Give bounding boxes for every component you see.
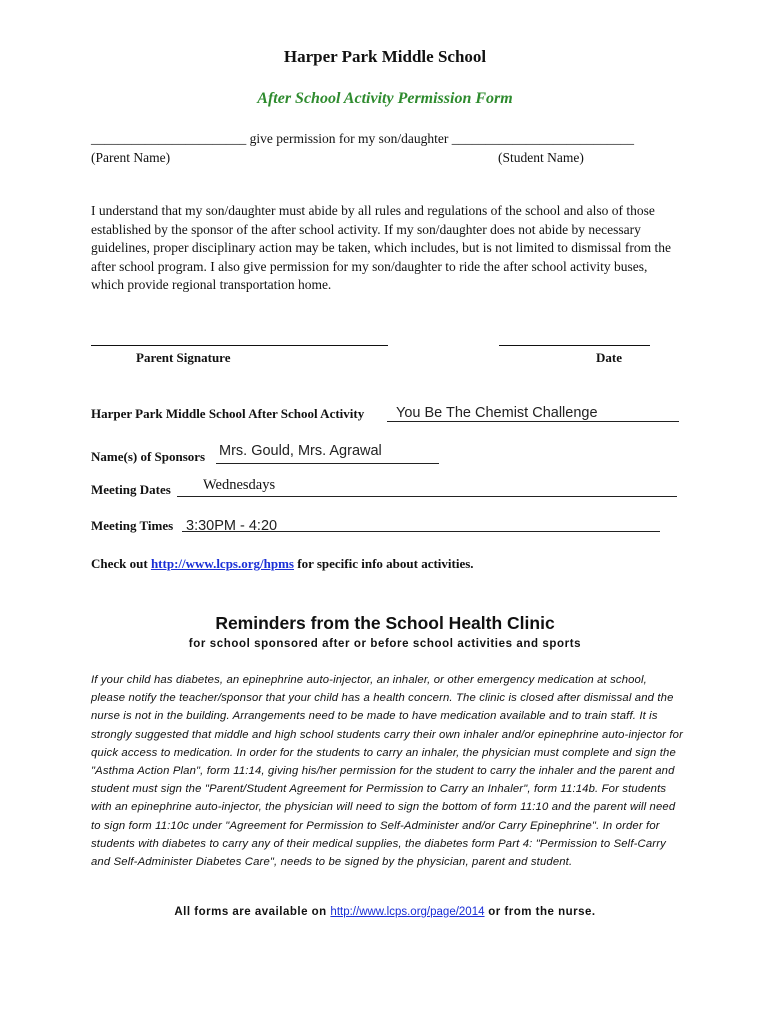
check-out-line (91, 556, 474, 572)
forms-link[interactable]: http://www.lcps.org/page/2014 (330, 906, 485, 918)
footer-prefix: All forms are available on (174, 906, 327, 918)
permission-text: give permission for my son/daughter (249, 131, 449, 146)
check-out-prefix: Check out (91, 556, 148, 571)
school-name: Harper Park Middle School (283, 47, 487, 66)
activity-line[interactable] (387, 421, 679, 422)
sponsors-value[interactable]: Mrs. Gould, Mrs. Agrawal (219, 443, 382, 459)
activity-label: Harper Park Middle School After School Activity (91, 406, 365, 421)
student-name-blank[interactable]: ___________________________ (451, 131, 634, 146)
meeting-times-value[interactable]: 3:30PM - 4:20 (186, 518, 278, 534)
parent-name-blank[interactable]: _______________________ (91, 131, 247, 146)
student-name-label: (Student Name) (498, 150, 584, 165)
reminders-subheading: for school sponsored after or before school activities and sports (188, 638, 582, 650)
activity-value[interactable]: You Be The Chemist Challenge (396, 405, 598, 421)
reminders-heading: Reminders from the School Health Clinic (215, 613, 555, 633)
form-title: After School Activity Permission Form (257, 90, 513, 107)
parent-signature-line[interactable] (91, 345, 388, 346)
permission-line (91, 131, 634, 147)
check-out-suffix: for specific info about activities. (297, 556, 474, 571)
parent-signature-label: Parent Signature (136, 350, 231, 365)
reminders-body: If your child has diabetes, an epinephrine auto-injector, an inhaler, or other emergency medication at school, please notify the teacher/sponsor that your child has a health concern. The clinic is closed after dismissal and the nurse is not in the building. Arrangements need to be made to have medication available and to train staff. It is strongly suggested that middle and high school students carry their own inhaler and/or epinephrine auto-injector for quick access to medication. In order for the students to carry an inhaler, the physician must complete and sign the "Asthma Action Plan", form 11:14, giving his/her permission for the student to carry the inhaler and the parent and student must sign the "Parent/Student Agreement for Permission to Carry an Inhaler", form 11:14b. For students with an epinephrine auto-injector, the physician will need to sign the bottom of form 11:10 and the parent will need to sign form 11:10c under "Agreement for Permission to Self-Administer and/or Carry Epinephrine". In order for students with diabetes to carry any of their medical supplies, the diabetes form Part 4: "Permission to Self-Carry and Self-Administer Diabetes Care", needs to be signed by the physician, parent and student. (91, 674, 683, 869)
hpms-link[interactable]: http://www.lcps.org/hpms (150, 556, 294, 571)
sponsors-line[interactable] (216, 463, 439, 464)
date-line[interactable] (499, 345, 650, 346)
parent-name-label: (Parent Name) (91, 150, 171, 165)
agreement-paragraph: I understand that my son/daughter must abide by all rules and regulations of the school and also of those established by the sponsor of the after school activity. If my son/daughter does not abide by necessary guidelines, proper disciplinary action may be taken, which includes, but is not limited to dismissal from the after school program. I also give permission for my son/daughter to ride the after school activity buses, which provide regional transportation home. (91, 203, 672, 292)
meeting-dates-value[interactable]: Wednesdays (203, 477, 276, 493)
footer-suffix: or from the nurse. (488, 906, 596, 918)
sponsors-label: Name(s) of Sponsors (91, 449, 206, 464)
date-label: Date (596, 350, 622, 365)
footer-line (0, 906, 770, 918)
meeting-dates-label: Meeting Dates (91, 482, 171, 497)
meeting-dates-line[interactable] (177, 496, 677, 497)
meeting-times-label: Meeting Times (91, 518, 174, 533)
